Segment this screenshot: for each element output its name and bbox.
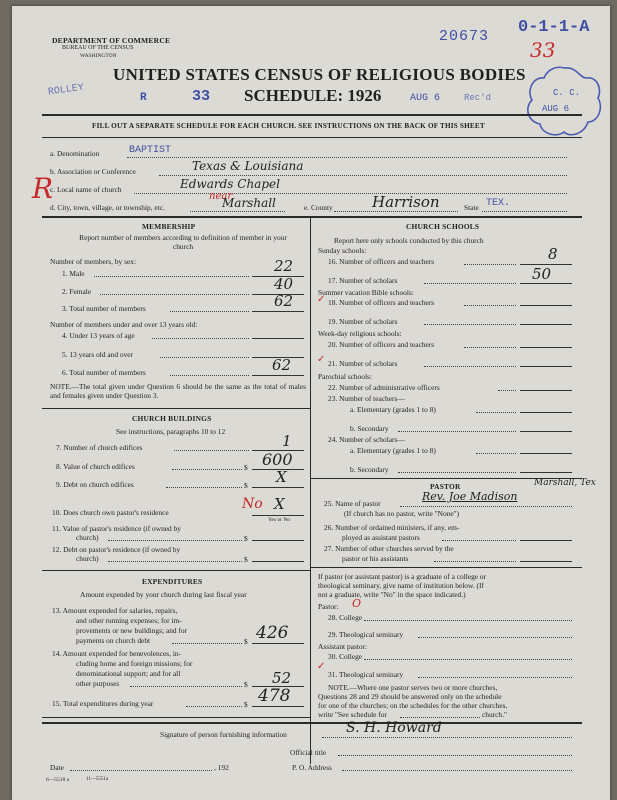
- q24b-label: b. Secondary: [350, 465, 389, 474]
- red-checkmark-3: ✓: [317, 661, 326, 672]
- yes-no-hint: Yes or No: [268, 517, 291, 523]
- q23-label: 23. Number of teachers—: [328, 394, 405, 403]
- q14-leader: [130, 686, 242, 687]
- red-checkmark: ✓: [317, 294, 326, 305]
- q23b-label: b. Secondary: [350, 424, 389, 433]
- pastor-note-5: church.": [482, 710, 507, 719]
- year-label: , 192: [214, 763, 229, 772]
- membership-intro: Report number of members according to definition of member in your church: [79, 233, 287, 251]
- q11-label-a: 11. Value of pastor's residence (if owned by: [52, 524, 181, 533]
- pastor-note-line: [400, 717, 480, 718]
- q18-line: [520, 305, 572, 306]
- q10-value: No: [242, 496, 263, 512]
- q21-label: 21. Number of scholars: [328, 359, 398, 368]
- q15-value: 478: [258, 686, 291, 706]
- identity-rule: [42, 216, 582, 218]
- q16-value: 8: [548, 245, 558, 263]
- q23b-line: [520, 431, 572, 432]
- q13-value: 426: [256, 623, 289, 643]
- census-form-sheet: [12, 6, 610, 800]
- q9-label: 9. Debt on church edifices: [56, 480, 134, 489]
- form-number: 6—5518 a: [46, 777, 70, 783]
- official-title-label: Official title: [290, 748, 327, 757]
- county-value: Harrison: [372, 193, 440, 211]
- q2-label: 2. Female: [62, 287, 92, 296]
- q22-leader: [498, 390, 516, 391]
- q26-leader: [442, 540, 516, 541]
- q20-leader: [464, 347, 516, 348]
- city-line: [190, 211, 285, 212]
- expenditures-title: EXPENDITURES: [142, 577, 203, 586]
- q14-label-c: denominational support; and for all: [76, 669, 181, 678]
- q14-label-d: other purposes: [76, 679, 120, 688]
- q23a-leader: [476, 412, 516, 413]
- pastor-rule: [310, 567, 582, 568]
- association-value: Texas & Louisiana: [192, 159, 304, 173]
- signature-value: S. H. Howard: [346, 720, 442, 736]
- instruction-rule: [42, 137, 582, 138]
- q6-label: 6. Total number of members: [62, 368, 146, 377]
- weekday-label: Week-day religious schools:: [318, 329, 402, 338]
- q20-line: [520, 347, 572, 348]
- header-rule: [42, 114, 582, 116]
- q27-label-a: 27. Number of other churches served by the: [324, 544, 454, 553]
- buildings-sub: See instructions, paragraphs 10 to 12: [116, 427, 226, 436]
- cc-received-stamp: [524, 64, 604, 140]
- q15-line: [252, 706, 304, 707]
- pastor-note-1: NOTE.—Where one pastor serves two or more churches,: [328, 683, 498, 692]
- q3-value: 62: [274, 292, 294, 310]
- q31-label: 31. Theological seminary: [328, 670, 404, 679]
- city-value: Marshall: [222, 196, 276, 210]
- q24-label: 24. Number of scholars—: [328, 435, 405, 444]
- assistant-label: Assistant pastor:: [318, 642, 368, 651]
- city-label-field: d. City, town, village, or township, etc.: [50, 203, 165, 212]
- q24a-leader: [476, 453, 516, 454]
- q22-line: [520, 390, 572, 391]
- membership-note: NOTE.—The total given under Question 6 should be the same as the total of males and females given under Question 3.: [50, 382, 306, 400]
- q26-label-b: ployed as assistant pastors: [342, 533, 420, 542]
- q24a-label: a. Elementary (grades 1 to 8): [350, 446, 436, 455]
- q2-leader: [100, 294, 249, 295]
- q2-value: 40: [274, 275, 294, 293]
- q21-leader: [424, 366, 516, 367]
- q12-line: [252, 561, 304, 562]
- q1-label: 1. Male: [62, 269, 85, 278]
- form-title: UNITED STATES CENSUS OF RELIGIOUS BODIES: [113, 65, 526, 84]
- county-label: e. County: [304, 203, 333, 212]
- q25-value: Rev. Joe Madison: [422, 490, 518, 503]
- pastor-title: PASTOR: [430, 482, 461, 491]
- q14-dollar: $: [244, 680, 248, 689]
- received-stamp: Rec'd: [464, 93, 492, 103]
- grad-instr-2: theological seminary, give name of institution below. (If: [318, 581, 484, 590]
- schools-title: CHURCH SCHOOLS: [406, 222, 480, 231]
- cc-date: AUG 6: [542, 104, 570, 114]
- q26-label-a: 26. Number of ordained ministers, if any, em-: [324, 523, 460, 532]
- q25-sub: (If church has no pastor, write "None"): [344, 509, 460, 518]
- bureau-label: BUREAU OF THE CENSUS: [62, 45, 134, 51]
- q27-label-b: pastor or his assistants: [342, 554, 409, 563]
- q4-leader: [152, 338, 249, 339]
- q12-leader: [108, 561, 242, 562]
- q30-line: [364, 659, 572, 660]
- q8-dollar: $: [244, 463, 248, 472]
- q30-label: 30. College: [328, 652, 363, 661]
- q19-label: 19. Number of scholars: [328, 317, 398, 326]
- red-number-note: 33: [530, 38, 556, 62]
- q3-label: 3. Total number of members: [62, 304, 146, 313]
- q24a-line: [520, 453, 572, 454]
- q16-label: 16. Number of officers and teachers: [328, 257, 435, 266]
- date-line: [70, 770, 212, 771]
- expenditure-bottom-rule: [42, 717, 310, 718]
- pastor-note-4: write "See schedule for: [318, 710, 387, 719]
- q6-leader: [170, 375, 249, 376]
- q12-label-b: church): [76, 554, 99, 563]
- grad-instr-3: not a graduate, write "No" in the space indicated.): [318, 590, 466, 599]
- membership-title: MEMBERSHIP: [142, 222, 196, 231]
- q13-label-d: payments on church debt: [76, 636, 151, 645]
- r-stamp: R: [140, 92, 147, 104]
- state-value: TEX.: [486, 198, 511, 209]
- q14-value: 52: [272, 669, 292, 687]
- q14-label-a: 14. Amount expended for benevolences, in-: [52, 649, 182, 658]
- po-address-label: P. O. Address: [292, 763, 332, 772]
- q6-value: 62: [272, 356, 292, 374]
- q25-line: [400, 506, 572, 507]
- pastor-sub-value: O: [352, 597, 362, 610]
- q28-label: 28. College: [328, 613, 363, 622]
- q8-leader: [172, 469, 242, 470]
- church-name-label: c. Local name of church: [50, 185, 122, 194]
- members-by-sex-label: Number of members, by sex:: [50, 257, 136, 266]
- state-line: [482, 211, 567, 212]
- denomination-value: BAPTIST: [129, 145, 172, 156]
- city-label: WASHINGTON: [80, 53, 117, 59]
- signature-label: Signature of person furnishing information: [160, 730, 287, 739]
- denomination-line: [127, 157, 567, 158]
- q23b-leader: [398, 431, 516, 432]
- q16-leader: [464, 264, 516, 265]
- form-number-2: 11—5551a: [86, 777, 109, 782]
- signature-line: [322, 737, 572, 738]
- q7-value: 1: [282, 432, 292, 450]
- pastor-sub-label: Pastor:: [318, 602, 339, 611]
- q24b-leader: [398, 472, 516, 473]
- q13-label-a: 13. Amount expended for salaries, repairs,: [52, 606, 178, 615]
- q21-line: [520, 366, 572, 367]
- q24b-line: [520, 472, 572, 473]
- buildings-title: CHURCH BUILDINGS: [132, 414, 212, 423]
- q10-mark: X: [274, 495, 285, 513]
- church-name-value: Edwards Chapel: [180, 177, 280, 191]
- code-stamp: 0-1-1-A: [518, 18, 590, 37]
- q11-line: [252, 540, 304, 541]
- q9-leader: [166, 487, 242, 488]
- church-name-line: [134, 193, 567, 194]
- age-intro: Number of members under and over 13 years old:: [50, 320, 198, 329]
- q19-leader: [424, 324, 516, 325]
- q12-label-a: 12. Debt on pastor's residence (if owned by: [52, 545, 181, 554]
- q1-value: 22: [274, 257, 294, 275]
- q17-line: [520, 283, 572, 284]
- q13-label-c: provements or new buildings; and for: [76, 626, 188, 635]
- q11-label-b: church): [76, 533, 99, 542]
- q10-label: 10. Does church own pastor's residence: [52, 508, 169, 517]
- number-33-stamp: 33: [192, 88, 211, 105]
- q27-line: [520, 561, 572, 562]
- county-line: [334, 211, 458, 212]
- q17-leader: [424, 283, 516, 284]
- cc-label: C. C.: [553, 88, 581, 98]
- membership-rule: [42, 408, 310, 409]
- q7-label: 7. Number of church edifices: [56, 443, 143, 452]
- q9-line: [252, 487, 304, 488]
- q26-line: [520, 540, 572, 541]
- q20-label: 20. Number of officers and teachers: [328, 340, 435, 349]
- association-line: [159, 175, 567, 176]
- q7-leader: [174, 450, 249, 451]
- q3-line: [252, 311, 304, 312]
- q6-line: [252, 375, 304, 376]
- q17-value: 50: [532, 265, 552, 283]
- q3-leader: [170, 311, 249, 312]
- q13-line: [252, 643, 304, 644]
- q18-label: 18. Number of officers and teachers: [328, 298, 435, 307]
- q15-label: 15. Total expenditures during year: [52, 699, 154, 708]
- q14-label-b: cluding home and foreign missions; for: [76, 659, 193, 668]
- parochial-label: Parochial schools:: [318, 372, 372, 381]
- footer-rule: [42, 722, 582, 724]
- date-label: Date: [50, 763, 64, 772]
- q8-value: 600: [262, 450, 293, 469]
- q5-leader: [160, 357, 249, 358]
- association-label: b. Association or Conference: [50, 167, 136, 176]
- q18-leader: [464, 305, 516, 306]
- column-divider: [310, 216, 311, 764]
- q11-leader: [108, 540, 242, 541]
- official-title-line: [338, 755, 572, 756]
- q17-label: 17. Number of scholars: [328, 276, 398, 285]
- q12-dollar: $: [244, 555, 248, 564]
- q4-label: 4. Under 13 years of age: [62, 331, 135, 340]
- denomination-label: a. Denomination: [50, 149, 100, 158]
- q27-leader: [434, 561, 516, 562]
- serial-stamp: 20673: [439, 28, 490, 45]
- dept-label: DEPARTMENT OF COMMERCE: [52, 36, 171, 45]
- schedule-title: SCHEDULE: 1926: [244, 86, 382, 105]
- q31-line: [418, 677, 572, 678]
- grad-instr-1: If pastor (or assistant pastor) is a graduate of a college or: [318, 572, 487, 581]
- q1-leader: [94, 276, 249, 277]
- sunday-label: Sunday schools:: [318, 246, 367, 255]
- q13-label-b: and other running expenses; for im-: [76, 616, 182, 625]
- summer-label: Summer vacation Bible schools:: [318, 288, 414, 297]
- q29-line: [418, 637, 572, 638]
- pastor-note-3: for one of the churches; on the schedules for the other churches,: [318, 701, 508, 710]
- q23a-label: a. Elementary (grades 1 to 8): [350, 405, 436, 414]
- q25-label: 25. Name of pastor: [324, 499, 381, 508]
- q29-label: 29. Theological seminary: [328, 630, 404, 639]
- q13-leader: [172, 643, 242, 644]
- red-r-mark: R: [32, 172, 54, 205]
- q8-label: 8. Value of church edifices: [56, 462, 135, 471]
- rolley-stamp: ROLLEY: [47, 82, 85, 99]
- q19-line: [520, 324, 572, 325]
- q15-dollar: $: [244, 700, 248, 709]
- expenditures-sub: Amount expended by your church during last fiscal year: [80, 590, 247, 599]
- q11-dollar: $: [244, 534, 248, 543]
- buildings-rule: [42, 570, 310, 571]
- pastor-place: Marshall, Tex: [534, 478, 596, 488]
- q5-label: 5. 13 years old and over: [62, 350, 134, 359]
- date-stamp: AUG 6: [410, 93, 441, 104]
- q4-line: [252, 338, 304, 339]
- q28-line: [364, 620, 572, 621]
- state-label: State: [464, 203, 479, 212]
- q15-leader: [186, 706, 242, 707]
- pastor-note-2: Questions 28 and 29 should be answered only on the schedule: [318, 692, 502, 701]
- q22-label: 22. Number of administrative officers: [328, 383, 440, 392]
- near-annotation: near: [209, 191, 233, 202]
- q10-line: [252, 515, 304, 516]
- po-address-line: [342, 770, 572, 771]
- q13-dollar: $: [244, 637, 248, 646]
- schools-intro: Report here only schools conducted by this church: [334, 236, 484, 245]
- q9-dollar: $: [244, 481, 248, 490]
- red-checkmark-2: ✓: [317, 354, 326, 365]
- instruction-line: FILL OUT A SEPARATE SCHEDULE FOR EACH CHURCH. SEE INSTRUCTIONS ON THE BACK OF THIS SHEET: [92, 122, 485, 130]
- q23a-line: [520, 412, 572, 413]
- q9-value: X: [276, 468, 287, 486]
